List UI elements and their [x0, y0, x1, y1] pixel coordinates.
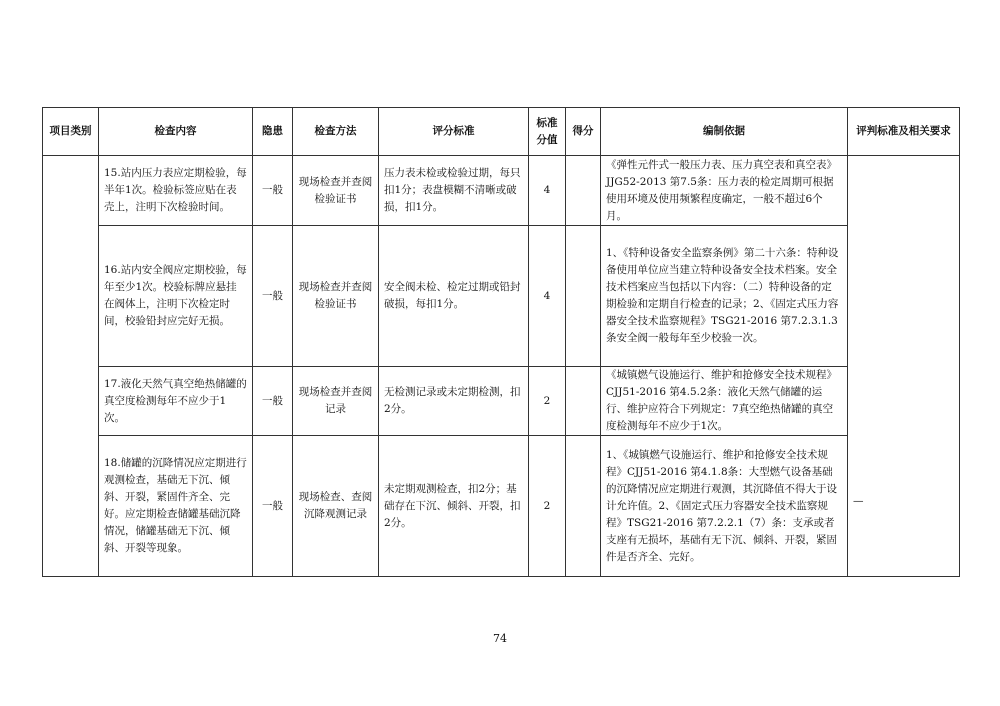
header-hazard: 隐患 [253, 108, 293, 156]
criteria-cell: 无检测记录或未定期检测，扣2分。 [379, 367, 529, 436]
table-row [43, 156, 960, 226]
score-cell [566, 367, 601, 436]
score-cell [566, 156, 601, 226]
method-cell: 现场检查并查阅检验证书 [293, 156, 379, 226]
hazard-cell: 一般 [253, 156, 293, 226]
category-cell [43, 156, 99, 577]
criteria-cell: 安全阀未检、检定过期或铅封破损，每扣1分。 [379, 226, 529, 367]
standard-score-cell: 2 [529, 367, 566, 436]
header-basis: 编制依据 [601, 108, 848, 156]
basis-cell: 《城镇燃气设施运行、维护和抢修安全技术规程》CJJ51-2016 第4.5.2条：液化天然气储罐的运行、维护应符合下列规定：7真空绝热储罐的真空度检测每年不应少于1次。 [601, 367, 848, 436]
basis-cell: 《弹性元件式一般压力表、压力真空表和真空表》JJG52-2013 第7.5条：压力表的检定周期可根据使用环境及使用频繁程度确定，一般不超过6个月。 [601, 156, 848, 226]
standard-score-cell: 4 [529, 156, 566, 226]
content-cell: 15.站内压力表应定期检验，每半年1次。检验标签应贴在表壳上，注明下次检验时间。 [99, 156, 253, 226]
header-criteria: 评分标准 [379, 108, 529, 156]
table-row [43, 367, 960, 436]
basis-cell: 1、《城镇燃气设施运行、维护和抢修安全技术规程》CJJ51-2016 第4.1.8条：大型燃气设备基础的沉降情况应定期进行观测，其沉降值不得大于设计允许值。2、《固定式压力容器安全技术监察规程》TSG21-2016 第7.2.2.1（7）条：支承或者支座有无损坏，基础有无下沉、倾斜、开裂，紧固件是否齐全、完好。 [601, 436, 848, 577]
content-cell: 16.站内安全阀应定期校验，每年至少1次。校验标牌应悬挂在阀体上，注明下次检定时间，校验铅封应完好无损。 [99, 226, 253, 367]
header-content: 检查内容 [99, 108, 253, 156]
content-cell: 18.储罐的沉降情况应定期进行观测检查，基础无下沉、倾斜、开裂，紧固件齐全、完好。应定期检查储罐基础沉降情况，储罐基础无下沉、倾斜、开裂等现象。 [99, 436, 253, 577]
judgment-cell: — [848, 156, 960, 577]
score-cell [566, 436, 601, 577]
basis-cell: 1、《特种设备安全监察条例》第二十六条：特种设备使用单位应当建立特种设备安全技术档案。安全技术档案应当包括以下内容：（二）特种设备的定期检验和定期自行检查的记录；2、《固定式压力容器安全技术监察规程》TSG21-2016 第7.2.3.1.3条安全阀一般每年至少校验一次。 [601, 226, 848, 367]
standard-score-cell: 4 [529, 226, 566, 367]
standard-score-cell: 2 [529, 436, 566, 577]
table-header-row [43, 108, 960, 156]
header-judgment: 评判标准及相关要求 [848, 108, 960, 156]
method-cell: 现场检查并查阅检验证书 [293, 226, 379, 367]
inspection-table [42, 107, 960, 577]
score-cell [566, 226, 601, 367]
method-cell: 现场检查并查阅记录 [293, 367, 379, 436]
page-number: 74 [493, 632, 507, 645]
content-cell: 17.液化天然气真空绝热储罐的真空度检测每年不应少于1次。 [99, 367, 253, 436]
header-category: 项目类别 [43, 108, 99, 156]
criteria-cell: 未定期观测检查，扣2分；基础存在下沉、倾斜、开裂，扣2分。 [379, 436, 529, 577]
table-row [43, 436, 960, 577]
table-row [43, 226, 960, 367]
method-cell: 现场检查、查阅沉降观测记录 [293, 436, 379, 577]
criteria-cell: 压力表未检或检验过期，每只扣1分；表盘模糊不清晰或破损，扣1分。 [379, 156, 529, 226]
hazard-cell: 一般 [253, 436, 293, 577]
hazard-cell: 一般 [253, 367, 293, 436]
header-standard-score: 标准分值 [529, 108, 566, 156]
header-score: 得分 [566, 108, 601, 156]
header-method: 检查方法 [293, 108, 379, 156]
hazard-cell: 一般 [253, 226, 293, 367]
